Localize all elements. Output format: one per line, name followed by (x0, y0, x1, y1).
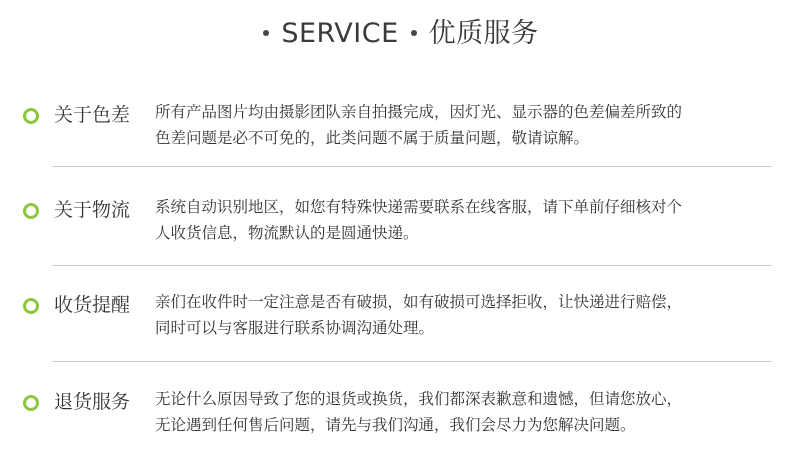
circle-bullet-icon (23, 203, 39, 219)
item-description (155, 99, 775, 151)
description-line: 色差问题是必不可免的，此类问题不属于质量问题，敬请谅解。 (155, 129, 590, 147)
bullet-dot-icon (263, 30, 269, 36)
circle-bullet-icon (23, 395, 39, 411)
description-line: 人收货信息，物流默认的是圆通快递。 (155, 224, 419, 242)
divider (52, 166, 772, 167)
item-heading: 收货提醒 (54, 294, 131, 316)
title-en: SERVICE (281, 18, 399, 49)
description-line: 亲们在收件时一定注意是否有破损，如有破损可选择拒收，让快递进行赔偿， (155, 293, 683, 311)
description-line: 系统自动识别地区，如您有特殊快递需要联系在线客服，请下单前仔细核对个 (155, 198, 683, 216)
item-description (155, 289, 775, 341)
divider (52, 265, 772, 266)
title-cn: 优质服务 (428, 18, 539, 49)
item-description (155, 386, 775, 438)
item-heading: 关于色差 (54, 104, 131, 126)
description-line: 所有产品图片均由摄影团队亲自拍摄完成，因灯光、显示器的色差偏差所致的 (155, 103, 683, 121)
divider (52, 361, 772, 362)
circle-bullet-icon (23, 298, 39, 314)
description-line: 无论遇到任何售后问题，请先与我们沟通，我们会尽力为您解决问题。 (155, 416, 636, 434)
item-heading: 关于物流 (54, 199, 131, 221)
page-title (0, 14, 790, 54)
description-line: 同时可以与客服进行联系协调沟通处理。 (155, 319, 435, 337)
description-line: 无论什么原因导致了您的退货或换货，我们都深表歉意和遗憾，但请您放心， (155, 390, 683, 408)
item-heading: 退货服务 (54, 391, 131, 413)
bullet-dot-icon (411, 30, 417, 36)
circle-bullet-icon (23, 108, 39, 124)
item-description (155, 194, 775, 246)
